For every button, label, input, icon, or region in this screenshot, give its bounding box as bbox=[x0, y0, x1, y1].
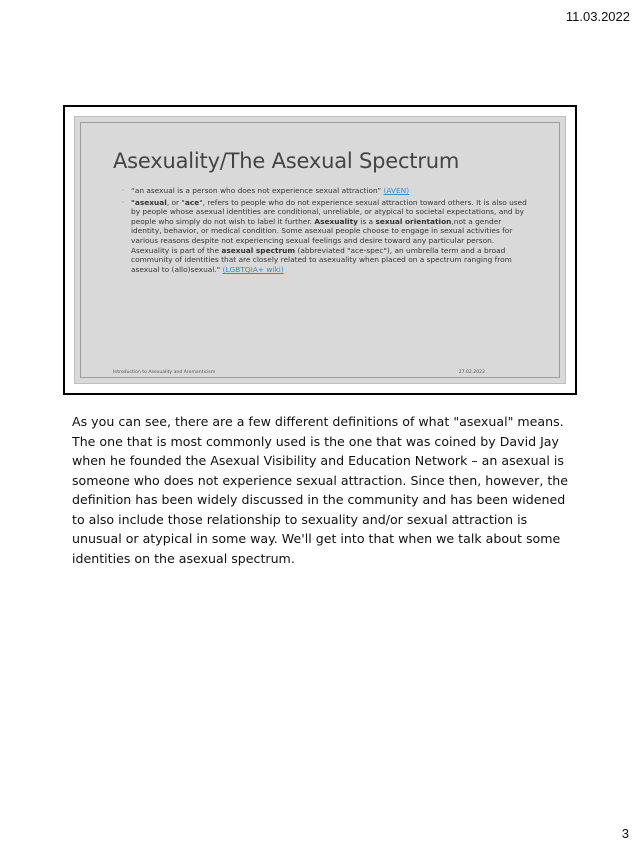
page-number: 3 bbox=[621, 826, 629, 841]
aven-link[interactable]: (AVEN) bbox=[383, 186, 410, 195]
slide-title: Asexuality/The Asexual Spectrum bbox=[113, 149, 460, 173]
speaker-notes: As you can see, there are a few different definitions of what "asexual" means. The one that is most commonly used is the one that was coined by David Jay when he founded the Asexual Visibility and Education Network – an asexual is someone who does not experience sexual attraction. Since then, however, the definition has been widely discussed in the community and has been widened to also include those relationship to sexuality and/or sexual attraction is unusual or atypical in some way. We'll get into that when we talk about some identities on the asexual spectrum. bbox=[72, 414, 569, 566]
slide-thumbnail bbox=[63, 105, 577, 395]
term-ace: ace bbox=[184, 197, 200, 207]
term-asexual: asexual bbox=[134, 197, 167, 207]
bullet-quote-open: " bbox=[131, 197, 135, 207]
bullet-text: is a bbox=[357, 216, 376, 226]
slide-footer-title: Introduction to Asexuality and Aromanticism bbox=[113, 370, 216, 375]
bullet-list bbox=[121, 186, 531, 276]
bullet-item bbox=[121, 186, 531, 196]
term-asexuality: Asexuality bbox=[314, 216, 358, 226]
bullet-text: , or " bbox=[166, 197, 185, 207]
bullet-text: ,not a gender identity, behavior, or medical condition. Some asexual people choose to engage in sexual activities for various reasons despite not experiencing sexual feelings and desire toward any particular person. Asexuality is part of the bbox=[131, 216, 513, 255]
bullet-text: “an asexual is a person who does not experience sexual attraction” bbox=[131, 186, 384, 195]
slide-footer-date: 27.02.2022 bbox=[458, 370, 485, 375]
bullet-icon: ◦ bbox=[121, 198, 125, 206]
term-asexual-spectrum: asexual spectrum bbox=[221, 245, 296, 255]
bullet-item bbox=[121, 198, 531, 275]
term-sexual-orientation: sexual orientation bbox=[375, 216, 452, 226]
page-date: 11.03.2022 bbox=[565, 9, 630, 24]
bullet-icon: ◦ bbox=[121, 187, 125, 194]
bullet-text: ", refers to people who do not experience sexual attraction toward others. It is also used by people whose asexual identities are conditional, unreliable, or atypical to societal expectations, and by people who simply do not wish to label it further. bbox=[131, 197, 527, 226]
slide-canvas bbox=[74, 116, 566, 384]
bullet-text: (abbreviated "ace-spec"), an umbrella term and a broad community of identities that are closely related to asexuality when placed on a spectrum ranging from asexual to (allo)sexual." bbox=[131, 245, 512, 274]
lgbtqia-wiki-link[interactable]: (LGBTQIA+ wiki) bbox=[222, 264, 284, 274]
